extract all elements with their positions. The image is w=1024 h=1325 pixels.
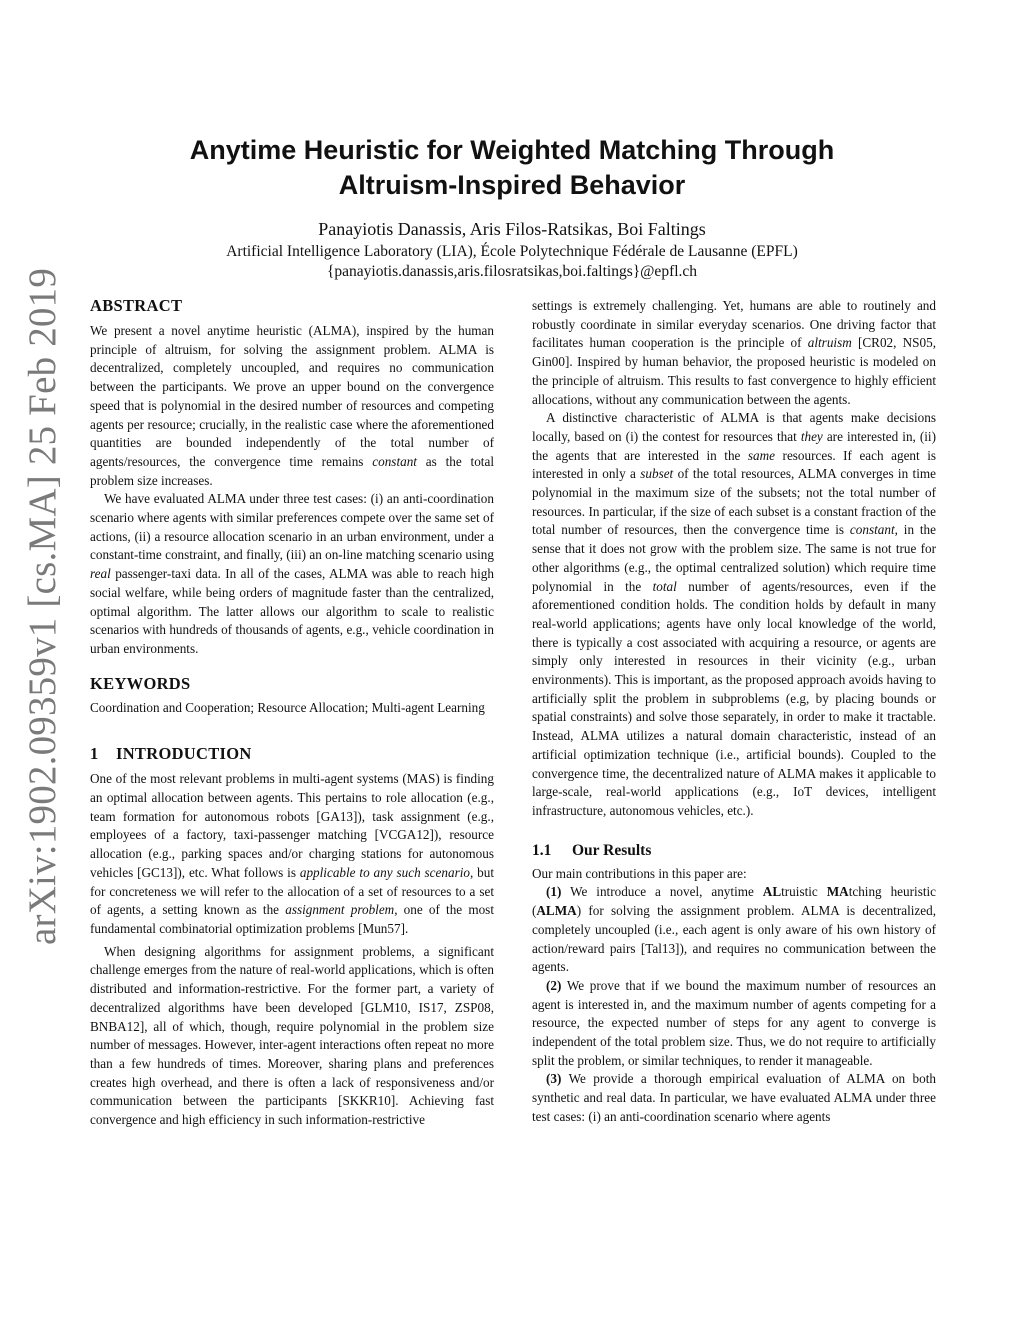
arxiv-stamp: arXiv:1902.09359v1 [cs.MA] 25 Feb 2019 — [21, 267, 64, 945]
keywords-text: Coordination and Cooperation; Resource Allocation; Multi-agent Learning — [90, 699, 485, 715]
paper-title-line-1: Anytime Heuristic for Weighted Matching Through — [189, 135, 835, 165]
contribution-2: (2) We prove that if we bound the maximum number of resources an agent is interested in, and the maximum number of agents competing for a resource, the expected number of steps for any agent to converge is independent of the total problem size. Thus, we do not require to artificially split the problem, or similar techniques, to render it manageable. — [532, 977, 936, 1068]
author-emails: {panayiotis.danassis,aris.filosratsikas,boi.faltings}@epfl.ch — [326, 263, 698, 280]
intro-paragraph-2: When designing algorithms for assignment problems, a significant challenge emerges from the nature of real-world applications, which is often distributed and information-restrictive. For the former part, a variety of decentralized algorithms have been developed [GLM10, IS17, ZSP08, BNBA12], all of which, though, require polynomial in the problem size number of messages. However, inter-agent interactions often repeat no more than a few hundreds of times. Moreover, sharing plans and preferences creates high overhead, and there is often a lack of responsiveness and/or communication between the participants [SKKR10]. Achieving fast convergence and high efficiency in such information-restrictive — [90, 943, 494, 1128]
abstract-paragraph-2: We have evaluated ALMA under three test cases: (i) an anti-coordination scenario where agents with similar preferences compete over the same set of actions, (ii) a resource allocation scenario in an urban environment, under a constant-time constraint, and finally, (iii) an on-line matching scenario using real passenger-taxi data. In all of the cases, ALMA was able to reach high social welfare, while being orders of magnitude faster than the centralized, optimal algorithm. The latter allows our algorithm to scale to realistic scenarios with hundreds of thousands of agents, e.g., vehicle coordination in urban environments. — [90, 491, 494, 656]
abstract-paragraph-1: We present a novel anytime heuristic (ALMA), inspired by the human principle of altruism, for solving the assignment problem. ALMA is decentralized, completely uncoupled, and requires no communication between the participants. We prove an upper bound on the convergence speed that is polynomial in the desired number of resources and competing agents per resource; crucially, in the realistic case where the aforementioned quantities are bounded independently of the total number of agents/resources, the convergence time remains constant as the total problem size increases. — [90, 323, 494, 488]
intro-paragraph-4: A distinctive characteristic of ALMA is that agents make decisions locally, based on (i) the contest for resources that they are interested in, (ii) the agents that are interested in the same resources. If each agent is interested in only a subset of the total resources, ALMA converges in time polynomial in the maximum size of the subsets; not the total number of resources. In particular, if the size of each subset is a constant fraction of the total number of resources, then the convergence time is constant, in the sense that it does not grow with the problem size. The same is not true for other algorithms (e.g., the optimal centralized solution) which require time polynomial in the total number of agents/resources, even if the aforementioned condition holds. The condition holds by default in many real-world applications; agents have only local knowledge of the world, there is typically a cost associated with acquiring a resource, or agents are simply only interested in resources in their vicinity (e.g., urban environments). This is important, as the proposed approach avoids having to artificially split the problem in subproblems (e.g, by placing bounds or spatial constraints) and solve those separately, in order to make it tractable. Instead, ALMA utilizes a natural domain characteristic, instead of an artificial optimization technique (i.e., artificial bounds). Coupled to the convergence time, the decentralized nature of ALMA makes it applicable to large-scale, real-world applications (e.g., IoT devices, intelligent infrastructure, autonomous vehicles, etc.). — [532, 410, 936, 818]
subsection-heading-our-results: 1.1 Our Results — [532, 841, 652, 859]
intro-paragraph-1: One of the most relevant problems in multi-agent systems (MAS) is finding an optimal allocation between agents. This pertains to role allocation (e.g., team formation for autonomous robots [GA13]), task assignment (e.g., employees of a factory, taxi-passenger matching [VCGA12]), resource allocation (e.g., parking spaces and/or charging stations for autonomous vehicles [GC13]), etc. What follows is applicable to any such scenario, but for concreteness we will refer to the allocation of a set of resources to a set of agents, a setting known as the assignment problem, one of the most fundamental combinatorial optimization problems [Mun57]. — [90, 771, 495, 936]
paper-title — [120, 133, 904, 203]
paper-title-line-2: Altruism-Inspired Behavior — [338, 170, 686, 200]
contribution-3: (3) We provide a thorough empirical evaluation of ALMA on both synthetic and real data. In particular, we have evaluated ALMA under three test cases: (i) an anti-coordination scenario where agents — [532, 1071, 936, 1124]
keywords-heading: KEYWORDS — [90, 673, 191, 693]
section-heading-introduction: 1 INTRODUCTION — [90, 744, 252, 764]
authors: Panayiotis Danassis, Aris Filos-Ratsikas, Boi Faltings — [318, 219, 706, 239]
left-column — [90, 296, 494, 1130]
intro-paragraph-3: settings is extremely challenging. Yet, humans are able to routinely and robustly coordinate in similar everyday scenarios. One driving factor that facilitates human cooperation is the principle of altruism [CR02, NS05, Gin00]. Inspired by human behavior, the proposed heuristic is modeled on the principle of altruism. This results to fast convergence to highly efficient allocations, without any communication between the agents. — [532, 298, 936, 407]
abstract-heading: ABSTRACT — [90, 296, 183, 315]
contribution-1: (1) We introduce a novel, anytime ALtruistic MAtching heuristic (ALMA) for solving the assignment problem. ALMA is decentralized, completely uncoupled (i.e., each agent is only aware of his own history of action/reward pairs [Tal13]), and requires no communication between the agents. — [532, 884, 937, 975]
results-intro: Our main contributions in this paper are: — [532, 865, 747, 881]
right-column — [532, 297, 936, 1127]
affiliation: Artificial Intelligence Laboratory (LIA), École Polytechnique Fédérale de Lausanne (EPFL) — [226, 243, 798, 260]
